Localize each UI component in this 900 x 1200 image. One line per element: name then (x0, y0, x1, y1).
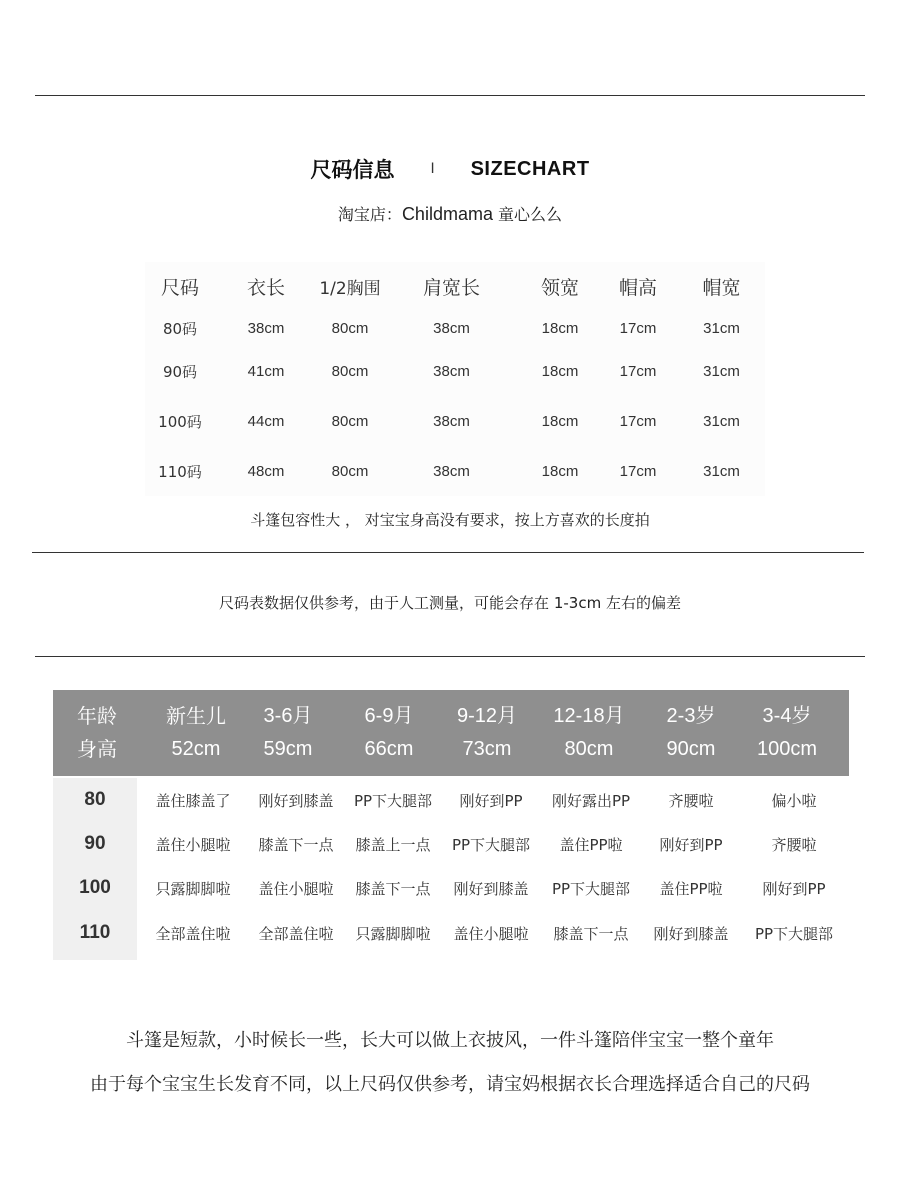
shop-name (0, 202, 900, 225)
fit-cell: 只露脚脚啦 (155, 879, 231, 898)
title-en: SIZECHART (470, 157, 590, 180)
fit-note: 斗篷包容性大 ， 对宝宝身高没有要求，按上方喜欢的长度拍 (250, 511, 650, 529)
size-label: 110 (53, 910, 137, 956)
tolerance-note: 尺码表数据仅供参考，由于人工测量，可能会存在 1-3cm 左右的偏差 (219, 594, 681, 612)
value-cell: 41cm (247, 362, 285, 380)
fit-cell: 盖住PP啦 (559, 835, 623, 854)
size-label: 100 (53, 866, 137, 910)
value-cell: 31cm (703, 462, 740, 480)
value-cell: 18cm (541, 412, 579, 430)
fit-cell: 盖住膝盖了 (155, 791, 231, 810)
col-header: 衣长 (246, 276, 285, 299)
value-cell: 38cm (247, 319, 285, 337)
value-cell: 80cm (331, 319, 369, 337)
age-label: 3-4岁 (762, 705, 812, 727)
fit-cell: PP下大腿部 (451, 835, 531, 854)
value-cell: 38cm (433, 412, 470, 430)
measurement-table (145, 262, 765, 496)
height-label: 100cm (756, 738, 818, 760)
value-cell: 48cm (247, 462, 285, 480)
shop-name-cn: 童心么么 (492, 205, 563, 224)
height-label: 73cm (462, 738, 512, 760)
fit-cell: 盖住小腿啦 (453, 924, 529, 943)
height-label: 66cm (364, 738, 414, 760)
size-cell: 110码 (158, 462, 202, 481)
age-label: 新生儿 (166, 704, 226, 728)
fit-cell: 刚好到PP (459, 791, 523, 810)
fit-cell: 膝盖下一点 (355, 879, 431, 898)
col-header: 1/2胸围 (319, 278, 381, 299)
table-row (53, 866, 849, 910)
table-row (145, 346, 767, 396)
fit-cell: 膝盖下一点 (258, 835, 334, 854)
col-header: 帽宽 (702, 276, 741, 299)
value-cell: 44cm (247, 412, 285, 430)
fit-cell: 全部盖住啦 (258, 924, 334, 943)
fit-cell: 齐腰啦 (668, 791, 714, 810)
fit-cell: 刚好到膝盖 (258, 791, 334, 810)
fit-cell: 刚好露出PP (551, 791, 631, 810)
value-cell: 80cm (331, 362, 369, 380)
value-cell: 18cm (541, 319, 579, 337)
table-row (53, 778, 849, 822)
fit-cell: 刚好到PP (762, 879, 826, 898)
age-height-table (53, 690, 849, 960)
age-header (521, 690, 657, 776)
size-chart-title (0, 152, 900, 186)
col-header: 肩宽长 (422, 276, 480, 299)
height-label: 80cm (564, 738, 614, 760)
size-label: 80 (53, 778, 137, 822)
footer-line-1: 斗篷是短款，小时候长一些，长大可以做上衣披风，一件斗篷陪伴宝宝一整个童年 (126, 1030, 774, 1051)
value-cell: 31cm (703, 412, 740, 430)
table-row (145, 446, 767, 496)
fit-cell: PP下大腿部 (754, 924, 834, 943)
corner-age: 年龄 (77, 704, 117, 728)
table-row (145, 396, 767, 446)
height-label: 52cm (171, 738, 221, 760)
fit-cell: 全部盖住啦 (155, 924, 231, 943)
shop-name-en: Childmama (401, 204, 493, 224)
fit-cell: 刚好到膝盖 (653, 924, 729, 943)
col-header: 尺码 (160, 276, 199, 299)
col-header: 帽高 (618, 276, 657, 299)
age-header (251, 690, 325, 776)
fit-cell: 刚好到PP (659, 835, 723, 854)
value-cell: 38cm (433, 319, 470, 337)
corner-header (53, 690, 141, 776)
age-label: 12-18月 (553, 705, 625, 727)
age-label: 3-6月 (263, 705, 313, 727)
fit-cell: 盖住小腿啦 (258, 879, 334, 898)
shop-prefix: 淘宝店： (337, 205, 402, 224)
size-cell: 100码 (158, 412, 202, 431)
age-header (725, 690, 849, 776)
fit-cell: 膝盖下一点 (553, 924, 629, 943)
value-cell: 17cm (619, 319, 657, 337)
footer-line-2: 由于每个宝宝生长发育不同，以上尺码仅供参考，请宝妈根据衣长合理选择适合自己的尺码 (90, 1074, 810, 1095)
corner-height: 身高 (77, 737, 117, 761)
value-cell: 80cm (331, 462, 369, 480)
label-column-foot (53, 956, 137, 960)
size-cell: 80码 (162, 319, 198, 338)
fit-cell: PP下大腿部 (551, 879, 631, 898)
title-separator: I (430, 161, 435, 177)
height-label: 59cm (263, 738, 313, 760)
measurement-header-row (145, 262, 767, 310)
age-header (141, 690, 251, 776)
value-cell: 17cm (619, 412, 657, 430)
table-row (53, 910, 849, 956)
fit-cell: 盖住PP啦 (659, 879, 723, 898)
value-cell: 38cm (433, 362, 470, 380)
table-row (145, 310, 767, 346)
value-cell: 18cm (541, 362, 579, 380)
value-cell: 80cm (331, 412, 369, 430)
fit-cell: 刚好到膝盖 (453, 879, 529, 898)
age-label: 6-9月 (364, 705, 414, 727)
size-cell: 90码 (162, 362, 198, 381)
value-cell: 38cm (433, 462, 470, 480)
value-cell: 31cm (703, 319, 740, 337)
fit-cell: 盖住小腿啦 (155, 835, 231, 854)
size-label: 90 (53, 822, 137, 866)
col-header: 领宽 (540, 276, 579, 299)
fit-cell: 膝盖上一点 (355, 835, 431, 854)
table-row (53, 822, 849, 866)
age-label: 9-12月 (456, 705, 518, 727)
age-header (325, 690, 453, 776)
age-label: 2-3岁 (666, 705, 716, 727)
fit-cell: PP下大腿部 (353, 791, 433, 810)
age-table-header (53, 690, 849, 776)
fit-cell: 只露脚脚啦 (355, 924, 431, 943)
height-label: 90cm (666, 738, 716, 760)
section-divider (35, 656, 865, 657)
value-cell: 18cm (541, 462, 579, 480)
title-cn: 尺码信息 (310, 158, 395, 182)
age-header (453, 690, 521, 776)
top-divider (35, 95, 865, 96)
fit-cell: 偏小啦 (771, 791, 817, 810)
value-cell: 17cm (619, 362, 657, 380)
age-header (657, 690, 725, 776)
value-cell: 17cm (619, 462, 657, 480)
fit-cell: 齐腰啦 (771, 835, 817, 854)
value-cell: 31cm (703, 362, 740, 380)
middle-divider (32, 552, 864, 553)
